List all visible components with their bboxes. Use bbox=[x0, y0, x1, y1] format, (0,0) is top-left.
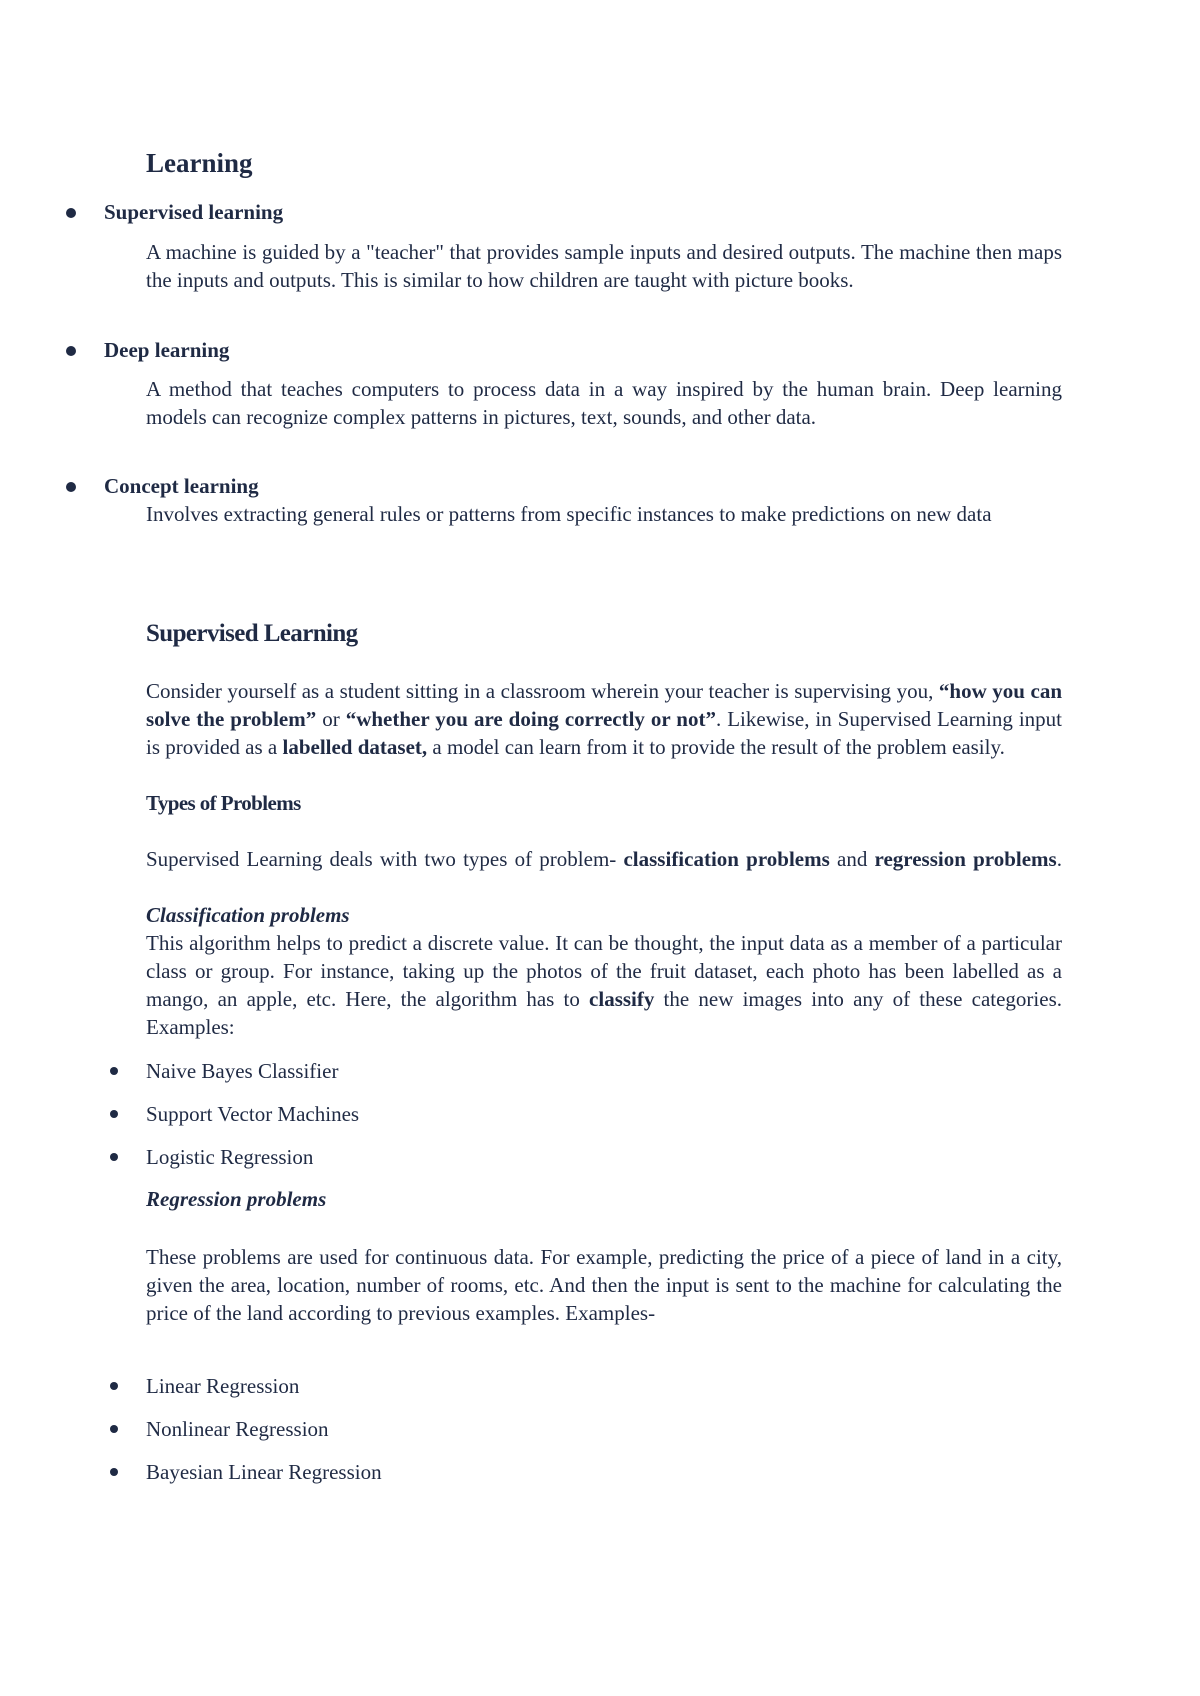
bullet-icon bbox=[110, 1110, 118, 1118]
classification-heading: Classification problems bbox=[146, 903, 350, 927]
types-paragraph-line: Supervised Learning deals with two types of problem- classification problems and regression problems. bbox=[146, 847, 1062, 871]
bullet-icon bbox=[66, 482, 76, 492]
section-title-supervised-learning: Supervised Learning bbox=[146, 620, 358, 647]
example-item: Logistic Regression bbox=[146, 1145, 314, 1169]
bullet-icon bbox=[110, 1067, 118, 1075]
item-heading-deep: Deep learning bbox=[104, 338, 230, 362]
example-item: Nonlinear Regression bbox=[146, 1417, 329, 1441]
regression-heading: Regression problems bbox=[146, 1187, 327, 1211]
bullet-icon bbox=[110, 1425, 118, 1433]
section-title-learning: Learning bbox=[146, 148, 253, 178]
example-item: Linear Regression bbox=[146, 1374, 300, 1398]
bullet-icon bbox=[110, 1468, 118, 1476]
classification-paragraph: This algorithm helps to predict a discrete value. It can be thought, the input data as a member of a particular class or group. For instance, taking up the photos of the fruit dataset, each photo has been labelled as a mango, an apple, etc. Here, the algorithm has to classify the new images into any of these categories. Examples: bbox=[146, 931, 1062, 1039]
example-item: Bayesian Linear Regression bbox=[146, 1460, 382, 1484]
item-heading-supervised: Supervised learning bbox=[104, 200, 284, 224]
example-item: Support Vector Machines bbox=[146, 1102, 360, 1126]
types-heading: Types of Problems bbox=[146, 791, 301, 815]
bullet-icon bbox=[110, 1382, 118, 1390]
item-body-supervised: A machine is guided by a "teacher" that provides sample inputs and desired outputs. The machine then maps the inputs and outputs. This is similar to how children are taught with picture books. bbox=[146, 240, 1062, 292]
bullet-icon bbox=[110, 1153, 118, 1161]
bullet-icon bbox=[66, 346, 76, 356]
example-item: Naive Bayes Classifier bbox=[146, 1059, 339, 1083]
item-body-deep: A method that teaches computers to process data in a way inspired by the human brain. Deep learning models can recognize complex patterns in pictures, text, sounds, and other data. bbox=[146, 377, 1062, 429]
bullet-icon bbox=[66, 208, 76, 218]
item-body-concept: Involves extracting general rules or patterns from specific instances to make predictions on new data bbox=[146, 502, 992, 526]
regression-paragraph: These problems are used for continuous data. For example, predicting the price of a piece of land in a city, given the area, location, number of rooms, etc. And then the input is sent to the machine for calculating the price of the land according to previous examples. Examples- bbox=[146, 1245, 1062, 1325]
intro-paragraph: Consider yourself as a student sitting in a classroom wherein your teacher is supervising you, “how you can solve the problem” or “whether you are doing correctly or not”. Likewise, in Supervised Learning input is provided as a labelled dataset, a model can learn from it to provide the result of the problem easily. bbox=[146, 679, 1062, 759]
item-heading-concept: Concept learning bbox=[104, 474, 259, 498]
